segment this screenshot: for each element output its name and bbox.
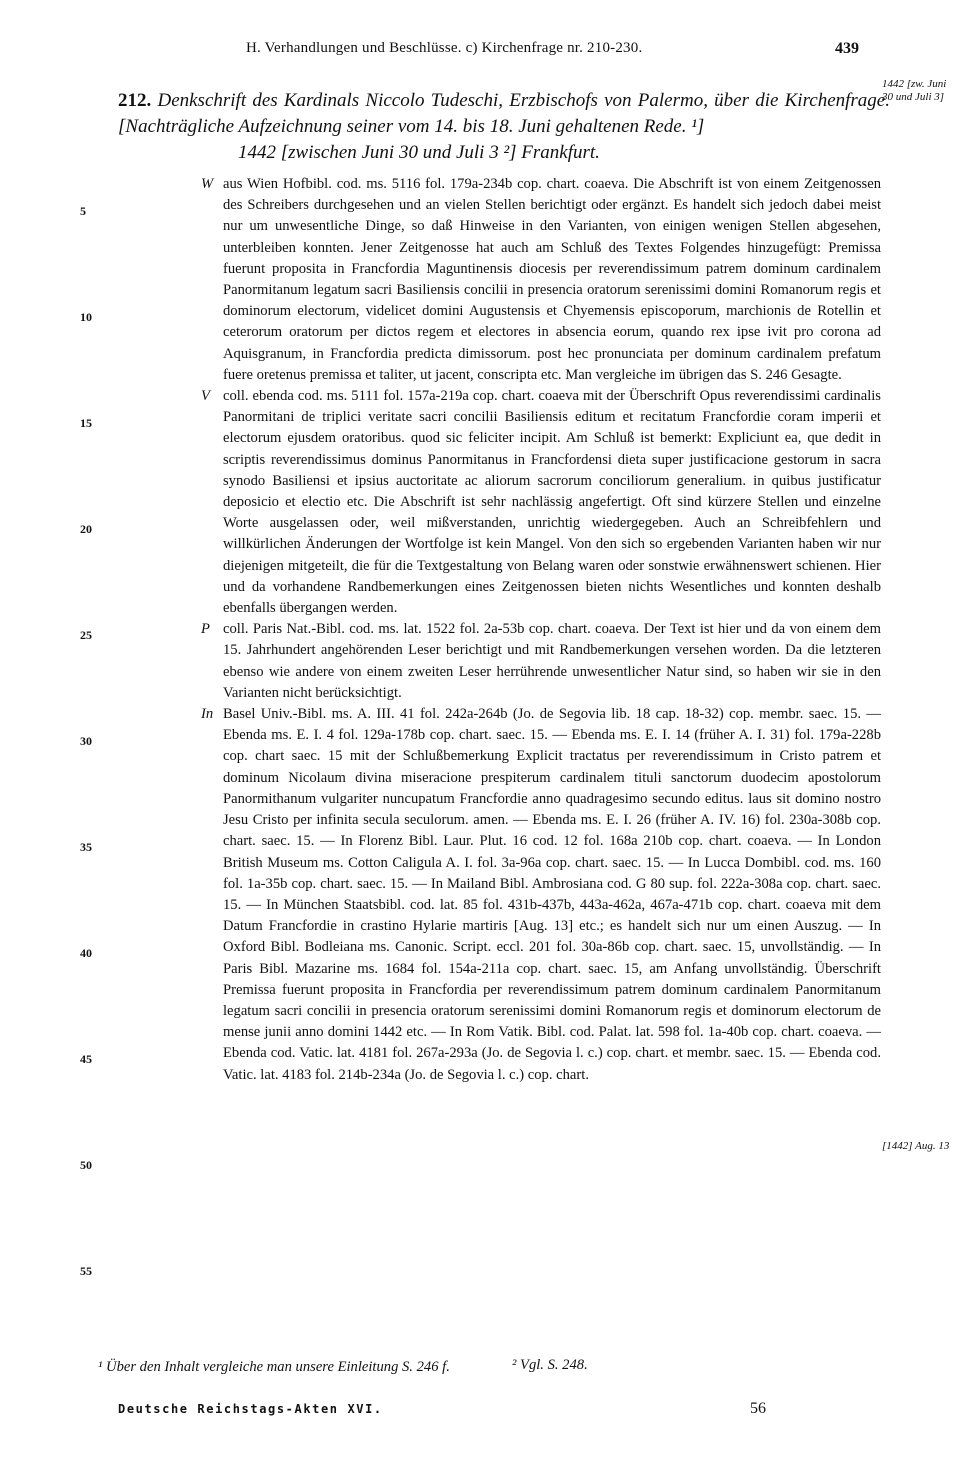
line-number: 20 bbox=[80, 522, 92, 536]
document-heading bbox=[118, 88, 890, 166]
source-description: coll. ebenda cod. ms. 5111 fol. 157a-219a cop. chart. coaeva mit der Überschrift Opus reverendissimi cardinalis Panormitani de triplici veritate sacri concilii Basiliensis editum et recitatum Francfordie coram imperii et electorum ejusdem oratoribus. quod sic feliciter incipit. Am Schluß ist bemerkt: Expliciunt ea, que dedit in scriptis reverendissimus dominus Panormitanus in Francfordensi dieta super justificacione gestorum in sacra synodo Basiliensi et ipsius auctoritate ac aliorum sacrorum conciliorum generalium. in quibus justificatur deposicio et electio etc. Die Abschrift ist sehr nachlässig angefertigt. Oft sind kürzere Stellen und einzelne Worte ausgelassen oder, weil mißverstanden, unrichtig wiedergegeben. Auch an Schreibfehlern und willkürlichen Änderungen der Wortfolge ist kein Mangel. Von den sich so ergebenden Varianten haben wir nur diejenigen mitgeteilt, die für die Textgestaltung von Belang waren oder sonstwie erwähnenswert schienen. Hier und da vorhandene Randbemerkungen eines Zeitgenossen bieten nichts Wesentliches und konnten deshalb ebenfalls übergangen werden. bbox=[223, 388, 881, 617]
source-description: coll. Paris Nat.-Bibl. cod. ms. lat. 1522 fol. 2a-53b cop. chart. coaeva. Der Text ist hier und da von einem dem 15. Jahrhundert angehörenden Leser berichtigt und mit Randbemerkungen versehen worden. Da die letzteren ebenso wie andere von einem zweiten Leser herrührende unwesentlicher Natur sind, so haben wir sie in den Varianten nicht berücksichtigt. bbox=[223, 621, 881, 701]
running-title: H. Verhandlungen und Beschlüsse. c) Kirchenfrage nr. 210-230. bbox=[246, 40, 643, 56]
margin-date-note-1: 1442 [zw. Juni 30 und Juli 3] bbox=[882, 78, 947, 103]
line-number: 15 bbox=[80, 416, 92, 430]
source-entry-w bbox=[201, 174, 881, 386]
margin-date-note-2: [1442] Aug. 13 bbox=[882, 1140, 950, 1152]
line-number: 45 bbox=[80, 1052, 92, 1066]
document-number: 212. bbox=[118, 90, 152, 111]
source-siglum: W bbox=[201, 176, 214, 192]
line-number: 35 bbox=[80, 840, 92, 854]
series-title: Deutsche Reichstags-Akten XVI. bbox=[118, 1402, 383, 1416]
line-number: 10 bbox=[80, 310, 92, 324]
document-title: Denkschrift des Kardinals Niccolo Tudeschi, Erzbischofs von Palermo, über die Kirchenfrage. bbox=[157, 90, 890, 111]
source-siglum: In bbox=[201, 706, 214, 723]
source-entry-p bbox=[201, 619, 881, 704]
document-title-note: [Nachträgliche Aufzeichnung seiner vom 14. bis 18. Juni gehaltenen Rede. ¹] bbox=[118, 116, 705, 137]
source-description: Basel Univ.-Bibl. ms. A. III. 41 fol. 242a-264b (Jo. de Segovia lib. 18 cap. 18-32) cop. membr. saec. 15. — Ebenda ms. E. I. 4 fol. 129a-178b cop. chart. saec. 15. — Ebenda ms. E. I. 14 (früher A. I. 31) fol. 179a-228b cop. chart saec. 15 mit der Schlußbemerkung Explicit tractatus per reverendissimum in Cristo patrem et dominum Nicolaum divina miseracione prespiterum cardinalem tituli sanctorum duodecim apostolorum Panormithanum vulgariter nuncupatum Francfordie anno quadragesimo secundo editus. laus sit domino nostro Jesu Cristo per infinita secula seculorum. amen. — Ebenda ms. E. I. 26 (früher A. IV. 16) fol. 230a-308b cop. chart. saec. 15. — In Florenz Bibl. Laur. Plut. 16 cod. 12 fol. 168a 210b cop. chart. coaeva. — In London British Museum ms. Cotton Caligula A. I. fol. 3a-96a cop. chart. saec. 15. — In Lucca Dombibl. cod. ms. 160 fol. 1a-35b cop. chart. saec. 15. — In Mailand Bibl. Ambrosiana cod. G 80 sup. fol. 222a-308a cop. chart. saec. 15. — In München Staatsbibl. cod. lat. 85 fol. 431b-437b, 443a-462a, 467a-471b cop. chart. coaeva mit dem Datum Francfordie in crastino Hylarie martiris [Aug. 13] etc.; es handelt sich nur um einen Auszug. — In Oxford Bibl. Bodleiana ms. Canonic. Script. eccl. 201 fol. 30a-86b cop. chart. saec. 15, unvollständig. — In Paris Bibl. Mazarine ms. 1684 fol. 154a-211a cop. chart. saec. 15, am Anfang unvollständig. Überschrift Premissa fuerunt proposita in Francfordia per reverendissimum patrem dominum cardinalem Panormitanum legatum sacri concilii in presencia oratorum serenissimi domini Romanorum regis et dominorum electorum de mense junii anno domini 1442 etc. — In Rom Vatik. Bibl. cod. Palat. lat. 598 fol. 1a-40b cop. chart. coaeva. — Ebenda cod. Vatic. lat. 4181 fol. 267a-293a (Jo. de Segovia l. c.) cop. chart. et membr. saec. 15. — Ebenda cod. Vatic. lat. 4183 fol. 214b-234a (Jo. de Segovia l. c.) cop. chart. bbox=[223, 706, 881, 1083]
apparatus-body bbox=[201, 174, 881, 1086]
line-number: 30 bbox=[80, 734, 92, 748]
source-entry-in bbox=[201, 704, 881, 1086]
sheet-number: 56 bbox=[750, 1400, 766, 1417]
line-number: 55 bbox=[80, 1264, 92, 1278]
date-line-wrap bbox=[118, 140, 890, 166]
line-number: 40 bbox=[80, 946, 92, 960]
source-entry-v bbox=[201, 386, 881, 619]
line-number: 25 bbox=[80, 628, 92, 642]
footnote-2: ² Vgl. S. 248. bbox=[512, 1357, 588, 1373]
footnote-1: ¹ Über den Inhalt vergleiche man unsere Einleitung S. 246 f. bbox=[98, 1359, 450, 1375]
line-number: 5 bbox=[80, 204, 86, 218]
document-date-line: 1442 [zwischen Juni 30 und Juli 3 ²] Frankfurt. bbox=[238, 142, 600, 163]
source-siglum: P bbox=[201, 621, 210, 638]
source-description: aus Wien Hofbibl. cod. ms. 5116 fol. 179a-234b cop. chart. coaeva. Die Abschrift ist von einem Zeitgenossen des Schreibers durchgesehen und an vielen Stellen berichtigt oder ergänzt. Es handelt sich jedoch dabei meist nur um unwesentliche Dinge, so daß Hinweise in den Varianten, von einigen wenigen Stellen abgesehen, unterbleiben konnten. Jener Zeitgenosse hat auch am Schluß des Textes Folgendes hinzugefügt: Premissa fuerunt proposita in Francfordia Maguntinensis diocesis per reverendissimum patrem dominum cardinalem Panormitanum legatum sacri Basiliensis concilii in presencia oratorum serenissimi domini Romanorum regis et dominorum electorum, videlicet domini Augustensis et Chyemensis episcoporum, marchionis de Rotellin et ceterorum oratorum per dictos regem et electores in absencia eorum, quando rex ipse ivit pro corona ad Aquisgranum, in Francfordia predicta dimissorum. post hec pronunciata per dominum cardinalem prefatum fuere oretenus premissa et taliter, ut jacent, conscripta etc. Man vergleiche im übrigen das S. 246 Gesagte. bbox=[223, 176, 881, 383]
line-number: 50 bbox=[80, 1158, 92, 1172]
page-number: 439 bbox=[835, 40, 859, 57]
source-siglum: V bbox=[201, 388, 210, 405]
